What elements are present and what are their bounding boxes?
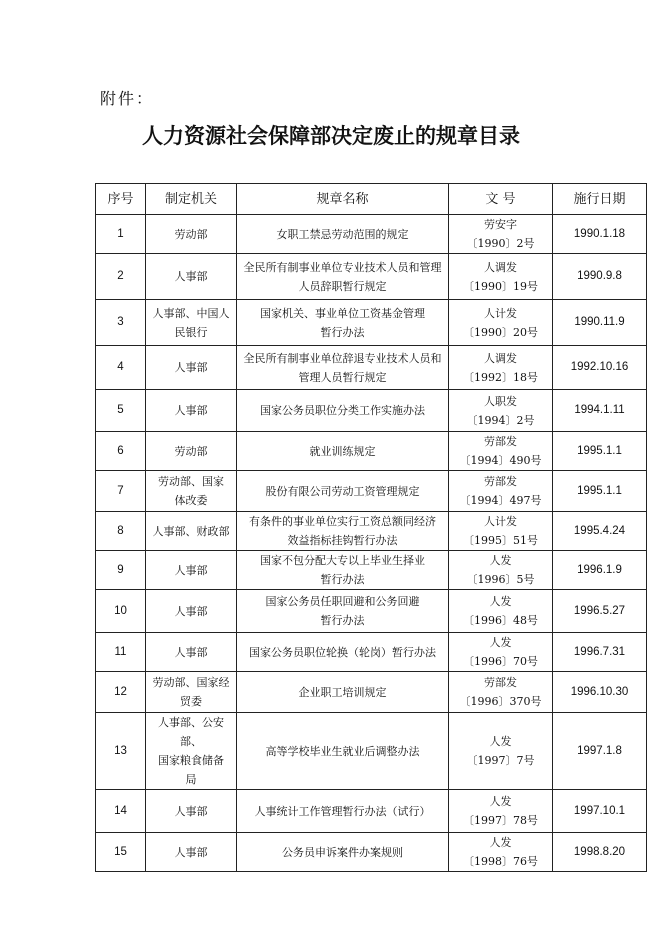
row-number: 8 [96,512,146,551]
issuing-body: 劳动部、国家 体改委 [146,471,237,512]
row-number: 1 [96,215,146,254]
document-number: 人发 〔1998〕76号 [449,833,553,872]
header-effective-date: 施行日期 [553,184,647,215]
effective-date: 1996.10.30 [553,672,647,713]
issuing-body: 人事部 [146,390,237,432]
table-header-row [96,184,647,215]
regulation-name: 企业职工培训规定 [237,672,449,713]
issuing-body: 人事部 [146,254,237,300]
row-number: 14 [96,790,146,833]
effective-date: 1994.1.11 [553,390,647,432]
document-number: 人发 〔1996〕48号 [449,590,553,633]
issuing-body: 人事部 [146,633,237,672]
effective-date: 1996.5.27 [553,590,647,633]
effective-date: 1990.1.18 [553,215,647,254]
document-title: 人力资源社会保障部决定废止的规章目录 [142,124,520,148]
row-number: 10 [96,590,146,633]
table-row [96,512,647,551]
regulation-name: 就业训练规定 [237,432,449,471]
regulation-name: 女职工禁忌劳动范围的规定 [237,215,449,254]
effective-date: 1996.1.9 [553,551,647,590]
regulation-name: 国家公务员职位分类工作实施办法 [237,390,449,432]
effective-date: 1995.1.1 [553,432,647,471]
row-number: 6 [96,432,146,471]
regulation-name: 公务员申诉案件办案规则 [237,833,449,872]
row-number: 12 [96,672,146,713]
effective-date: 1995.1.1 [553,471,647,512]
document-number: 人计发 〔1995〕51号 [449,512,553,551]
issuing-body: 人事部、财政部 [146,512,237,551]
regulations-table [95,183,647,872]
issuing-body: 劳动部 [146,432,237,471]
effective-date: 1997.10.1 [553,790,647,833]
issuing-body: 人事部 [146,346,237,390]
header-number: 序号 [96,184,146,215]
issuing-body: 人事部 [146,551,237,590]
document-number: 劳部发 〔1994〕490号 [449,432,553,471]
document-number: 人调发 〔1992〕18号 [449,346,553,390]
regulation-name: 国家不包分配大专以上毕业生择业 暂行办法 [237,551,449,590]
regulation-name: 有条件的事业单位实行工资总额同经济 效益指标挂钩暂行办法 [237,512,449,551]
row-number: 9 [96,551,146,590]
effective-date: 1992.10.16 [553,346,647,390]
table-row [96,471,647,512]
document-number: 人职发 〔1994〕2号 [449,390,553,432]
effective-date: 1997.1.8 [553,713,647,790]
document-number: 人调发 〔1990〕19号 [449,254,553,300]
issuing-body: 人事部、中国人 民银行 [146,300,237,346]
document-number: 人发 〔1996〕5号 [449,551,553,590]
row-number: 15 [96,833,146,872]
issuing-body: 人事部 [146,590,237,633]
table-row [96,672,647,713]
table-row [96,390,647,432]
effective-date: 1998.8.20 [553,833,647,872]
header-issuing-body: 制定机关 [146,184,237,215]
document-number: 人计发 〔1990〕20号 [449,300,553,346]
table-row [96,300,647,346]
table-row [96,790,647,833]
regulation-name: 人事统计工作管理暂行办法（试行） [237,790,449,833]
table-row [96,346,647,390]
regulation-name: 全民所有制事业单位专业技术人员和管理 人员辞职暂行规定 [237,254,449,300]
document-number: 人发 〔1997〕7号 [449,713,553,790]
issuing-body: 劳动部 [146,215,237,254]
table-row [96,713,647,790]
issuing-body: 劳动部、国家经 贸委 [146,672,237,713]
row-number: 5 [96,390,146,432]
table-row [96,254,647,300]
document-number: 人发 〔1996〕70号 [449,633,553,672]
issuing-body: 人事部、公安部、 国家粮食储备 局 [146,713,237,790]
effective-date: 1995.4.24 [553,512,647,551]
attachment-label: 附件： [100,89,155,108]
row-number: 11 [96,633,146,672]
regulation-name: 股份有限公司劳动工资管理规定 [237,471,449,512]
regulation-name: 国家公务员职位轮换（轮岗）暂行办法 [237,633,449,672]
row-number: 13 [96,713,146,790]
regulation-name: 全民所有制事业单位辞退专业技术人员和 管理人员暂行规定 [237,346,449,390]
effective-date: 1990.11.9 [553,300,647,346]
regulation-name: 高等学校毕业生就业后调整办法 [237,713,449,790]
issuing-body: 人事部 [146,833,237,872]
document-number: 人发 〔1997〕78号 [449,790,553,833]
table-row [96,590,647,633]
table-row [96,633,647,672]
regulation-name: 国家公务员任职回避和公务回避 暂行办法 [237,590,449,633]
table-row [96,215,647,254]
document-number: 劳部发 〔1994〕497号 [449,471,553,512]
effective-date: 1996.7.31 [553,633,647,672]
header-document-number: 文 号 [449,184,553,215]
regulation-name: 国家机关、事业单位工资基金管理 暂行办法 [237,300,449,346]
row-number: 3 [96,300,146,346]
table-row [96,833,647,872]
table-row [96,432,647,471]
document-number: 劳部发 〔1996〕370号 [449,672,553,713]
issuing-body: 人事部 [146,790,237,833]
document-number: 劳安字 〔1990〕2号 [449,215,553,254]
row-number: 7 [96,471,146,512]
table-row [96,551,647,590]
header-regulation-name: 规章名称 [237,184,449,215]
row-number: 4 [96,346,146,390]
effective-date: 1990.9.8 [553,254,647,300]
row-number: 2 [96,254,146,300]
